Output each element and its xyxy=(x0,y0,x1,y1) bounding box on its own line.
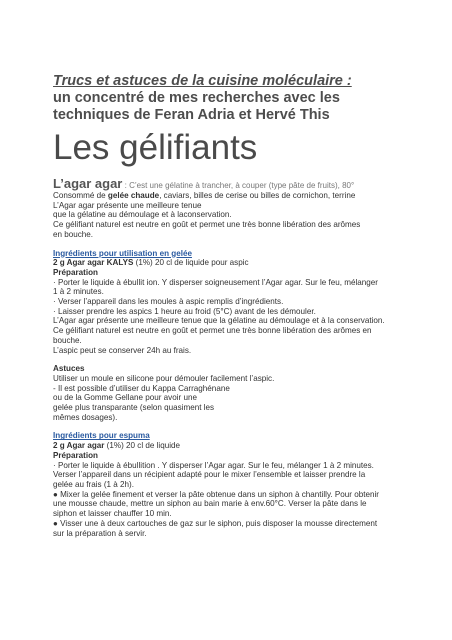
gelee-line: bouche. xyxy=(53,335,82,345)
section-heading: Les gélifiants xyxy=(53,128,258,167)
espuma-ingredient xyxy=(53,441,413,451)
astuces-line: - Il est possible d’utiliser du Kappa Carraghénane xyxy=(53,383,230,393)
gelee-line: L’aspic peut se conserver 24h au frais. xyxy=(53,345,192,355)
gelee-ingredient xyxy=(53,258,413,268)
gelee-line: Ce gélifiant naturel est neutre en goût et permet une très bonne libération des arômes en xyxy=(53,326,372,336)
agar-line-3: L’Agar agar présente une meilleure tenue xyxy=(53,200,202,210)
spacer xyxy=(53,240,413,249)
espuma-section-title: Ingrédients pour espuma xyxy=(53,431,150,441)
spacer xyxy=(53,422,413,431)
gelee-ingredient-rest: (1%) 20 cl de liquide pour aspic xyxy=(133,258,249,268)
agar-line-5: Ce gélifiant naturel est neutre en goût et permet une très bonne libération des arômes xyxy=(53,220,361,230)
gelee-ingredient-bold: 2 g Agar agar KALYS xyxy=(53,258,134,268)
gelee-line: · Laisser prendre les aspics 1 heure au froid (5°C) avant de les démouler. xyxy=(53,306,316,316)
gelee-prep-title: Préparation xyxy=(53,267,98,277)
espuma-line: siphon et laisser chauffer 10 min. xyxy=(53,509,172,519)
espuma-line: une mousse chaude, mettre un siphon au bain marie à env.60°C. Verser la pâte dans le xyxy=(53,499,367,509)
agar-definition: : C’est une gélatine à trancher, à couper (type pâte de fruits), 80° xyxy=(124,181,355,190)
document-title xyxy=(53,73,443,124)
document-body xyxy=(53,177,413,538)
astuces-line: gelée plus transparante (selon quasiment les xyxy=(53,403,215,413)
gelee-line: L’Agar agar présente une meilleure tenue que la gélatine au démoulage et à la conservation. xyxy=(53,316,385,326)
agar-line-2-pre: Consommé de xyxy=(53,191,108,200)
title-line-3: techniques de Feran Adria et Hervé This xyxy=(53,107,330,123)
agar-intro xyxy=(53,177,413,191)
gelee-line: 1 à 2 minutes. xyxy=(53,287,104,297)
spacer xyxy=(53,355,413,364)
espuma-ingredient-bold: 2 g Agar agar xyxy=(53,441,105,451)
agar-line-6: en bouche. xyxy=(53,229,94,239)
espuma-line: Verser l’appareil dans un récipient adapté pour le mixer l’ensemble et laisser prendre la xyxy=(53,470,366,480)
espuma-line: ● Visser une à deux cartouches de gaz sur le siphon, puis disposer la mousse directement xyxy=(53,518,378,528)
gelee-line: · Verser l’appareil dans les moules à aspic remplis d’ingrédients. xyxy=(53,297,284,307)
espuma-line: gelée au frais (1 à 2h). xyxy=(53,479,134,489)
gelee-line: · Porter le liquide à ébullit ion. Y disperser soigneusement l’Agar agar. Sur le feu, mélanger xyxy=(53,277,378,287)
title-line-1: Trucs et astuces de la cuisine moléculaire : xyxy=(53,73,352,89)
astuces-line: mêmes dosages). xyxy=(53,412,118,422)
espuma-prep-title: Préparation xyxy=(53,450,98,460)
espuma-line: ● Mixer la gelée finement et verser la pâte obtenue dans un siphon à chantilly. Pour obtenir xyxy=(53,489,379,499)
agar-name: L’agar agar xyxy=(53,176,123,191)
espuma-line: sur la préparation à servir. xyxy=(53,528,147,538)
astuces-line: ou de la Gomme Gellane pour avoir une xyxy=(53,393,197,403)
astuces-line: Utiliser un moule en silicone pour démouler facilement l’aspic. xyxy=(53,373,275,383)
espuma-ingredient-rest: (1%) 20 cl de liquide xyxy=(104,441,181,451)
agar-line-4: que la gélatine au démoulage et à laconservation. xyxy=(53,210,232,220)
title-line-2: un concentré de mes recherches avec les xyxy=(53,90,340,106)
gelee-section-title: Ingrédients pour utilisation en gelée xyxy=(53,248,192,258)
astuces-title: Astuces xyxy=(53,364,85,374)
agar-line-2 xyxy=(53,191,413,201)
agar-line-2-post: , caviars, billes de cerise ou billes de cornichon, terrine xyxy=(159,191,356,200)
agar-line-2-bold: gelée chaude xyxy=(107,191,160,200)
espuma-line: · Porter le liquide à ébullition . Y disperser l’Agar agar. Sur le feu, mélanger 1 à 2 minutes. xyxy=(53,460,374,470)
